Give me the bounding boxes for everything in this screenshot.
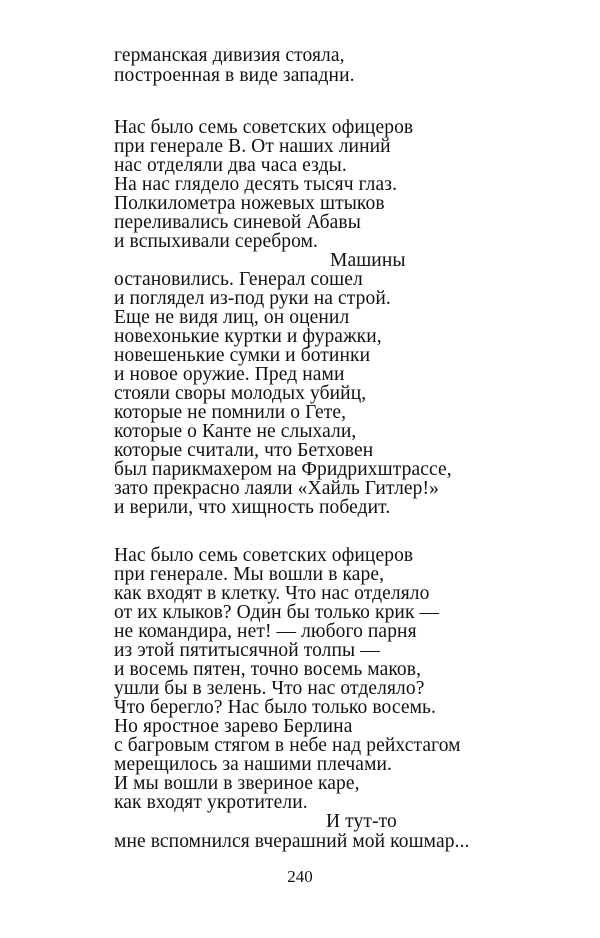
poem-line: Что берегло? Нас было только восемь.: [114, 697, 437, 718]
poem-line: не командира, нет! — любого парня: [114, 621, 417, 642]
poem-line: И мы вошли в звериное каре,: [114, 773, 360, 794]
poem-line: стояли своры молодых убийц,: [114, 383, 367, 404]
poem-line: нас отделяли два часа езды.: [114, 155, 347, 176]
poem-line: новехонькие куртки и фуражки,: [114, 326, 382, 347]
poem-line: и вспыхивали серебром.: [114, 231, 319, 252]
poem-line: был парикмахером на Фридрихштрассе,: [114, 459, 452, 480]
poem-line: ушли бы в зелень. Что нас отделяло?: [114, 678, 425, 699]
poem-line: с багровым стягом в небе над рейхстагом: [114, 735, 461, 756]
poem-line: Нас было семь советских офицеров: [114, 545, 414, 566]
poem-line: которые считали, что Бетховен: [114, 440, 374, 461]
poem-line: переливались синевой Абавы: [114, 212, 361, 233]
poem-line: новешенькие сумки и ботинки: [114, 345, 371, 366]
poem-line: остановились. Генерал сошел: [114, 269, 363, 290]
page-number: 240: [287, 867, 313, 886]
poem-line: мне вспомнился вчерашний мой кошмар...: [114, 831, 470, 852]
poem-line: И тут-то: [326, 811, 397, 832]
poem-line: и восемь пятен, точно восемь маков,: [114, 659, 422, 680]
poem-line: как входят в клетку. Что нас отделяло: [114, 583, 430, 604]
poem-line: как входят укротители.: [114, 792, 308, 813]
poem-line: построенная в виде западни.: [114, 65, 355, 86]
poem-line: Полкилометра ножевых штыков: [114, 193, 385, 214]
poem-line: германская дивизия стояла,: [114, 45, 345, 66]
poem-line: На нас глядело десять тысяч глаз.: [114, 174, 398, 195]
poem-line: от их клыков? Один бы только крик —: [114, 602, 440, 623]
poem-line: при генерале В. От наших линий: [114, 136, 391, 157]
poem-line: Нас было семь советских офицеров: [114, 117, 414, 138]
poem-line: Еще не видя лиц, он оценил: [114, 307, 350, 328]
poem-line: которые не помнили о Гете,: [114, 402, 347, 423]
poem-line: из этой пятитысячной толпы —: [114, 640, 380, 661]
poem-line: мерещилось за нашими плечами.: [114, 754, 393, 775]
poem-line: Но яростное зарево Берлина: [114, 716, 353, 737]
poem-line: зато прекрасно лаяли «Хайль Гитлер!»: [114, 478, 439, 499]
poem-line: и новое оружие. Пред нами: [114, 364, 345, 385]
poem-line: и верили, что хищность победит.: [114, 497, 391, 518]
poem-line: которые о Канте не слыхали,: [114, 421, 357, 442]
poem-line: и поглядел из-под руки на строй.: [114, 288, 391, 309]
poem-line: при генерале. Мы вошли в каре,: [114, 564, 385, 585]
poem-line: Машины: [330, 250, 406, 271]
